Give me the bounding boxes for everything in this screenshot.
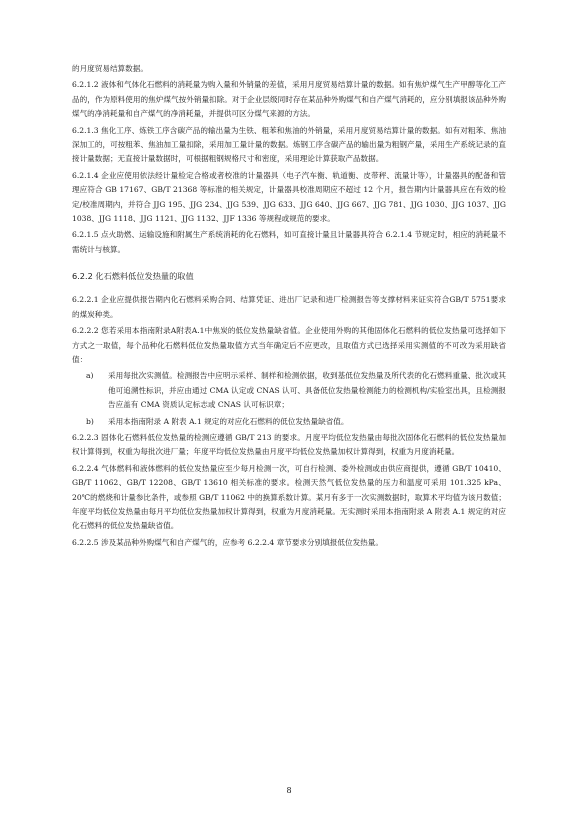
list-item-a — [72, 369, 506, 412]
list-marker: a) — [86, 371, 94, 381]
list-item-text: 采用本指南附录 A 附表 A.1 规定的对应化石燃料的低位发热量缺省值。 — [108, 416, 349, 426]
paragraph-6-2-1-3: 6.2.1.3 焦化工序、炼铁工序含碳产品的输出量为生铁、粗苯和焦油的外销量，采用月度贸易结算计量的数据。如有对粗苯、焦油深加工的，可按粗苯、焦油加工量扣除，采用加工量计量的数据。炼钢工序含碳产品的输出量为粗钢产量，采用生产系统记录的直接计量数据；无直接计量数据时，可根据粗钢规格尺寸和密度，采用理论计算获取产品数据。 — [72, 125, 506, 164]
paragraph-6-2-1-4: 6.2.1.4 企业应使用依法经计量检定合格或者校准的计量器具（电子汽车衡、轨道衡、皮带秤、流量计等），计量器具的配备和管理应符合 GB 17167、GB/T 21368 等标准的相关规定，计量器具校准周期应不超过 12 个月，报告期内计量器具应在有效的检定/校准周期内，并符合 JJG 195、JJG 234、JJG 539、JJG 633、JJG 640、JJG 667、JJG 781、JJG 1030、JJG 1037、JJG 1038、JJG 1118、JJG 1121、JJG 1132、JJF 1336 等规程或规范的要求。 — [72, 170, 506, 224]
list-item-text: 采用每批次实测值。检测报告中应明示采样、制样和检测依据，收到基低位发热量及所代表的化石燃料重量、批次或其他可追溯性标识，并应由通过 CMA 认定或 CNAS 认可、具备低位发热量检测能力的检测机构/实验室出具，且检测报告应盖有 CMA 资质认定标志或 CNAS 认可标识章； — [108, 371, 506, 410]
list-item-b — [72, 415, 506, 429]
paragraph-6-2-2-5: 6.2.2.5 涉及某品种外购煤气和自产煤气的，应参考 6.2.2.4 章节要求分别填报低位发热量。 — [72, 537, 383, 547]
paragraph-6-2-2-4: 6.2.2.4 气体燃料和液体燃料的低位发热量应至少每月检测一次，可自行检测、委外检测或由供应商提供，遵循 GB/T 10410、GB/T 11062、GB/T 12208、GB/T 13610 相关标准的要求。检测天然气低位发热量的压力和温度可采用 101.325 kPa、20℃的燃烧和计量参比条件，或参照 GB/T 11062 中的换算系数计算。某月有多于一次实测数据时，取算术平均值为该月数值；年度平均低位发热量由每月平均低位发热量加权计算得到，权重为月度消耗量。无实测时采用本指南附录 A 附表 A.1 规定的对应化石燃料的低位发热量缺省值。 — [72, 463, 506, 531]
list-marker: b) — [86, 416, 94, 426]
paragraph-6-2-2-1: 6.2.2.1 企业应提供报告期内化石燃料采购合同、结算凭证、进出厂记录和进厂检测报告等支撑材料来证实符合GB/T 5751要求的煤炭种类。 — [72, 295, 506, 319]
paragraph-6-2-1-5: 6.2.1.5 点火助燃、运输设施和附属生产系统消耗的化石燃料，如可直接计量且计量器具符合 6.2.1.4 节规定时，相应的消耗量不需统计与核算。 — [72, 230, 506, 254]
paragraph-6-2-1-2: 6.2.1.2 液体和气体化石燃料的消耗量为购入量和外销量的差值，采用月度贸易结算计量的数据。如有焦炉煤气生产甲醇等化工产品的，作为原料使用的焦炉煤气按外销量扣除。对于企业层级同时存在某品种外购煤气和自产煤气消耗的，应分别填报该品种外购煤气的净消耗量和自产煤气的净消耗量，并提供可区分煤气来源的方法。 — [72, 80, 506, 119]
section-heading-6-2-2: 6.2.2 化石燃料低位发热量的取值 — [72, 271, 194, 282]
paragraph-continuation: 的月度贸易结算数据。 — [72, 64, 148, 73]
page-number: 8 — [286, 786, 292, 795]
paragraph-6-2-2-3: 6.2.2.3 固体化石燃料低位发热量的检测应遵循 GB/T 213 的要求。月度平均低位发热量由每批次固体化石燃料的低位发热量加权计算得到，权重为每批次进厂量；年度平均低位发热量由月度平均低位发热量加权计算得到，权重为月度消耗量。 — [72, 432, 506, 457]
paragraph-6-2-2-2: 6.2.2.2 您若采用本指南附录A附表A.1中焦炭的低位发热量缺省值。企业使用外购的其他固体化石燃料的低位发热量可选择如下方式之一取值，每个品种化石燃料低位发热量取值方式当年确定后不应更改，且取值方式已选择采用实测值的不可改为采用缺省值： — [72, 326, 506, 364]
